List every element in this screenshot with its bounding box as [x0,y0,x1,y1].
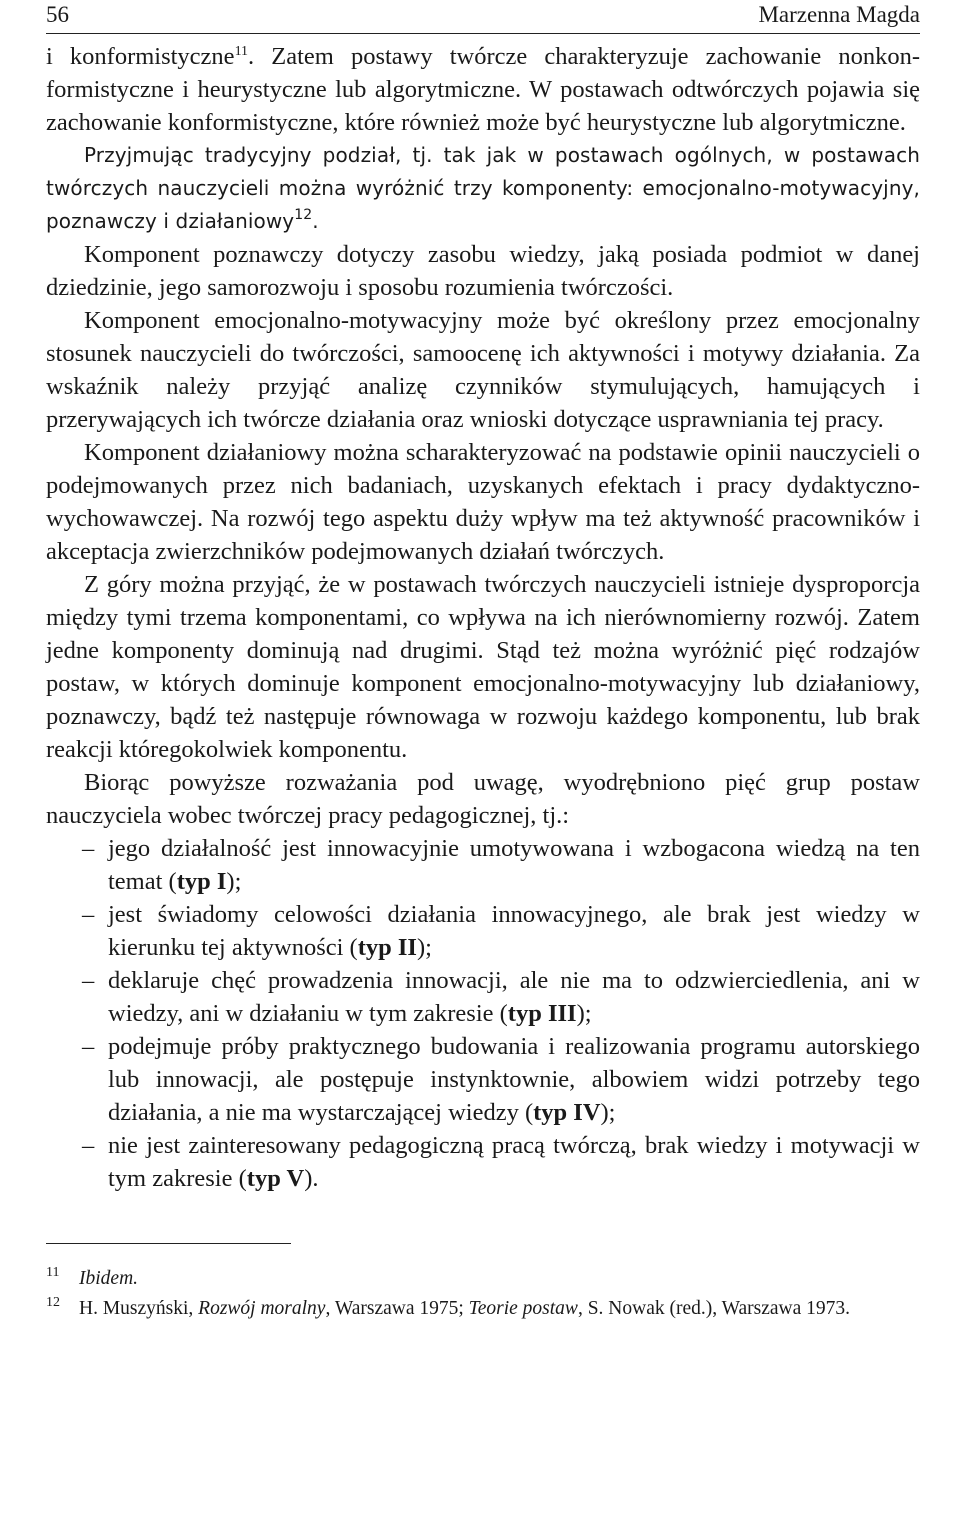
paragraph-1: i konformistyczne$^{11}$. Zatem postawy twórcze charakteryzuje zachowanie nonkonformistyczne i heurystyczne lub algorytmiczne. W postawach odtwórczych pojawia się zachowanie konformistyczne, które również może być heurystyczne lub algorytmiczne. [46,43,920,136]
book-page [46,0,920,1326]
paragraph-4: Komponent emocjonalno-motywacyjny może być określony przez emocjonalny stosunek nauczycieli do twórczości, samoocenę ich aktywności i motywy działania. Za wskaźnik należy przyjąć analizę czynników stymulujących, hamujących i przerywających ich twórcze działania oraz wnioski dotyczące usprawniania tej pracy. [46,307,920,433]
list-item: – nie jest zainteresowany pedagogiczną pracą twórczą, brak wiedzy i motywacji w tym zakresie (typ V). [82,1132,920,1192]
attitude-types-list [46,832,920,1195]
header-rule [46,33,920,34]
page-number: 56 [46,2,69,27]
paragraph-5: Komponent działaniowy można scharakteryzować na podstawie opinii nauczycieli o podejmowanych przez nich badaniach, uzyskanych efektach i pracy dydaktyczno-wychowawczej. Na rozwój tego aspektu duży wpływ ma też aktywność pracowników i akceptacja zwierzchników podejmowanych działań twórczych. [46,439,920,565]
footnotes [46,1266,920,1322]
list-item: – jest świadomy celowości działania innowacyjnego, ale brak jest wiedzy w kierunku tej aktywności (typ II); [82,901,920,961]
list-item: – deklaruje chęć prowadzenia innowacji, ale nie ma to odzwierciedlenia, ani w wiedzy, ani w działaniu w tym zakresie (typ III); [82,967,920,1027]
footnote-12: 12 H. Muszyński, Rozwój moralny, Warszawa 1975; Teorie postaw, S. Nowak (red.), Warszawa 1973. [46,1296,920,1322]
list-item: – podejmuje próby praktycznego budowania i realizowania programu autorskiego lub innowacji, ale postępuje instynktownie, albowiem widzi potrzeby tego działania, a nie ma wystarczającej wiedzy (typ IV); [82,1033,920,1126]
list-item: – jego działalność jest innowacyjnie umotywowana i wzbogacona wiedzą na ten temat (typ I); [82,835,920,895]
type-label: typ V [246,1165,305,1192]
body-text [46,40,920,1195]
type-label: typ I [176,868,227,895]
type-label: typ II [357,934,417,961]
book-title: Teorie postaw [468,1298,578,1319]
footnote-mark: 12 [46,1295,60,1310]
book-title: Rozwój moralny [198,1298,326,1319]
footnote-separator [46,1243,291,1244]
paragraph-7: Biorąc powyższe rozważania pod uwagę, wyodrębniono pięć grup postaw nauczyciela wobec twórczej pracy pedagogicznej, tj.: [46,769,920,829]
type-label: typ IV [533,1099,601,1126]
footnote-mark: 11 [46,1265,60,1280]
footnote-ref-11[interactable]: 11 [234,44,249,59]
footnote-11: 11 Ibidem. [46,1266,920,1292]
running-head-author: Marzenna Magda [758,2,920,27]
footnote-ref-12[interactable]: 12 [294,207,313,223]
paragraph-6: Z góry można przyjąć, że w postawach twórczych nauczycieli istnieje dysproporcja między tymi trzema komponentami, co wpływa na ich nierównomierny rozwój. Zatem jedne komponenty dominują nad drugimi. Stąd też można wyróżnić pięć rodzajów postaw, w których dominuje komponent emocjonalno-motywacyjny lub działaniowy, poznawczy, bądź też następuje równowaga w rozwoju każdego komponentu, lub brak reakcji któregokolwiek komponentu. [46,571,920,763]
running-head [46,0,920,33]
type-label: typ III [507,1000,577,1027]
paragraph-2: Przyjmując tradycyjny podział, tj. tak jak w postawach ogólnych, w postawach twórczych nauczycieli można wyróżnić trzy komponenty: emocjonalno-motywacyjny, poznawczy i działaniowy$^{12}$. [46,143,920,233]
paragraph-3: Komponent poznawczy dotyczy zasobu wiedzy, jaką posiada podmiot w danej dziedzinie, jego samorozwoju i sposobu rozumienia twórczości. [46,241,920,301]
